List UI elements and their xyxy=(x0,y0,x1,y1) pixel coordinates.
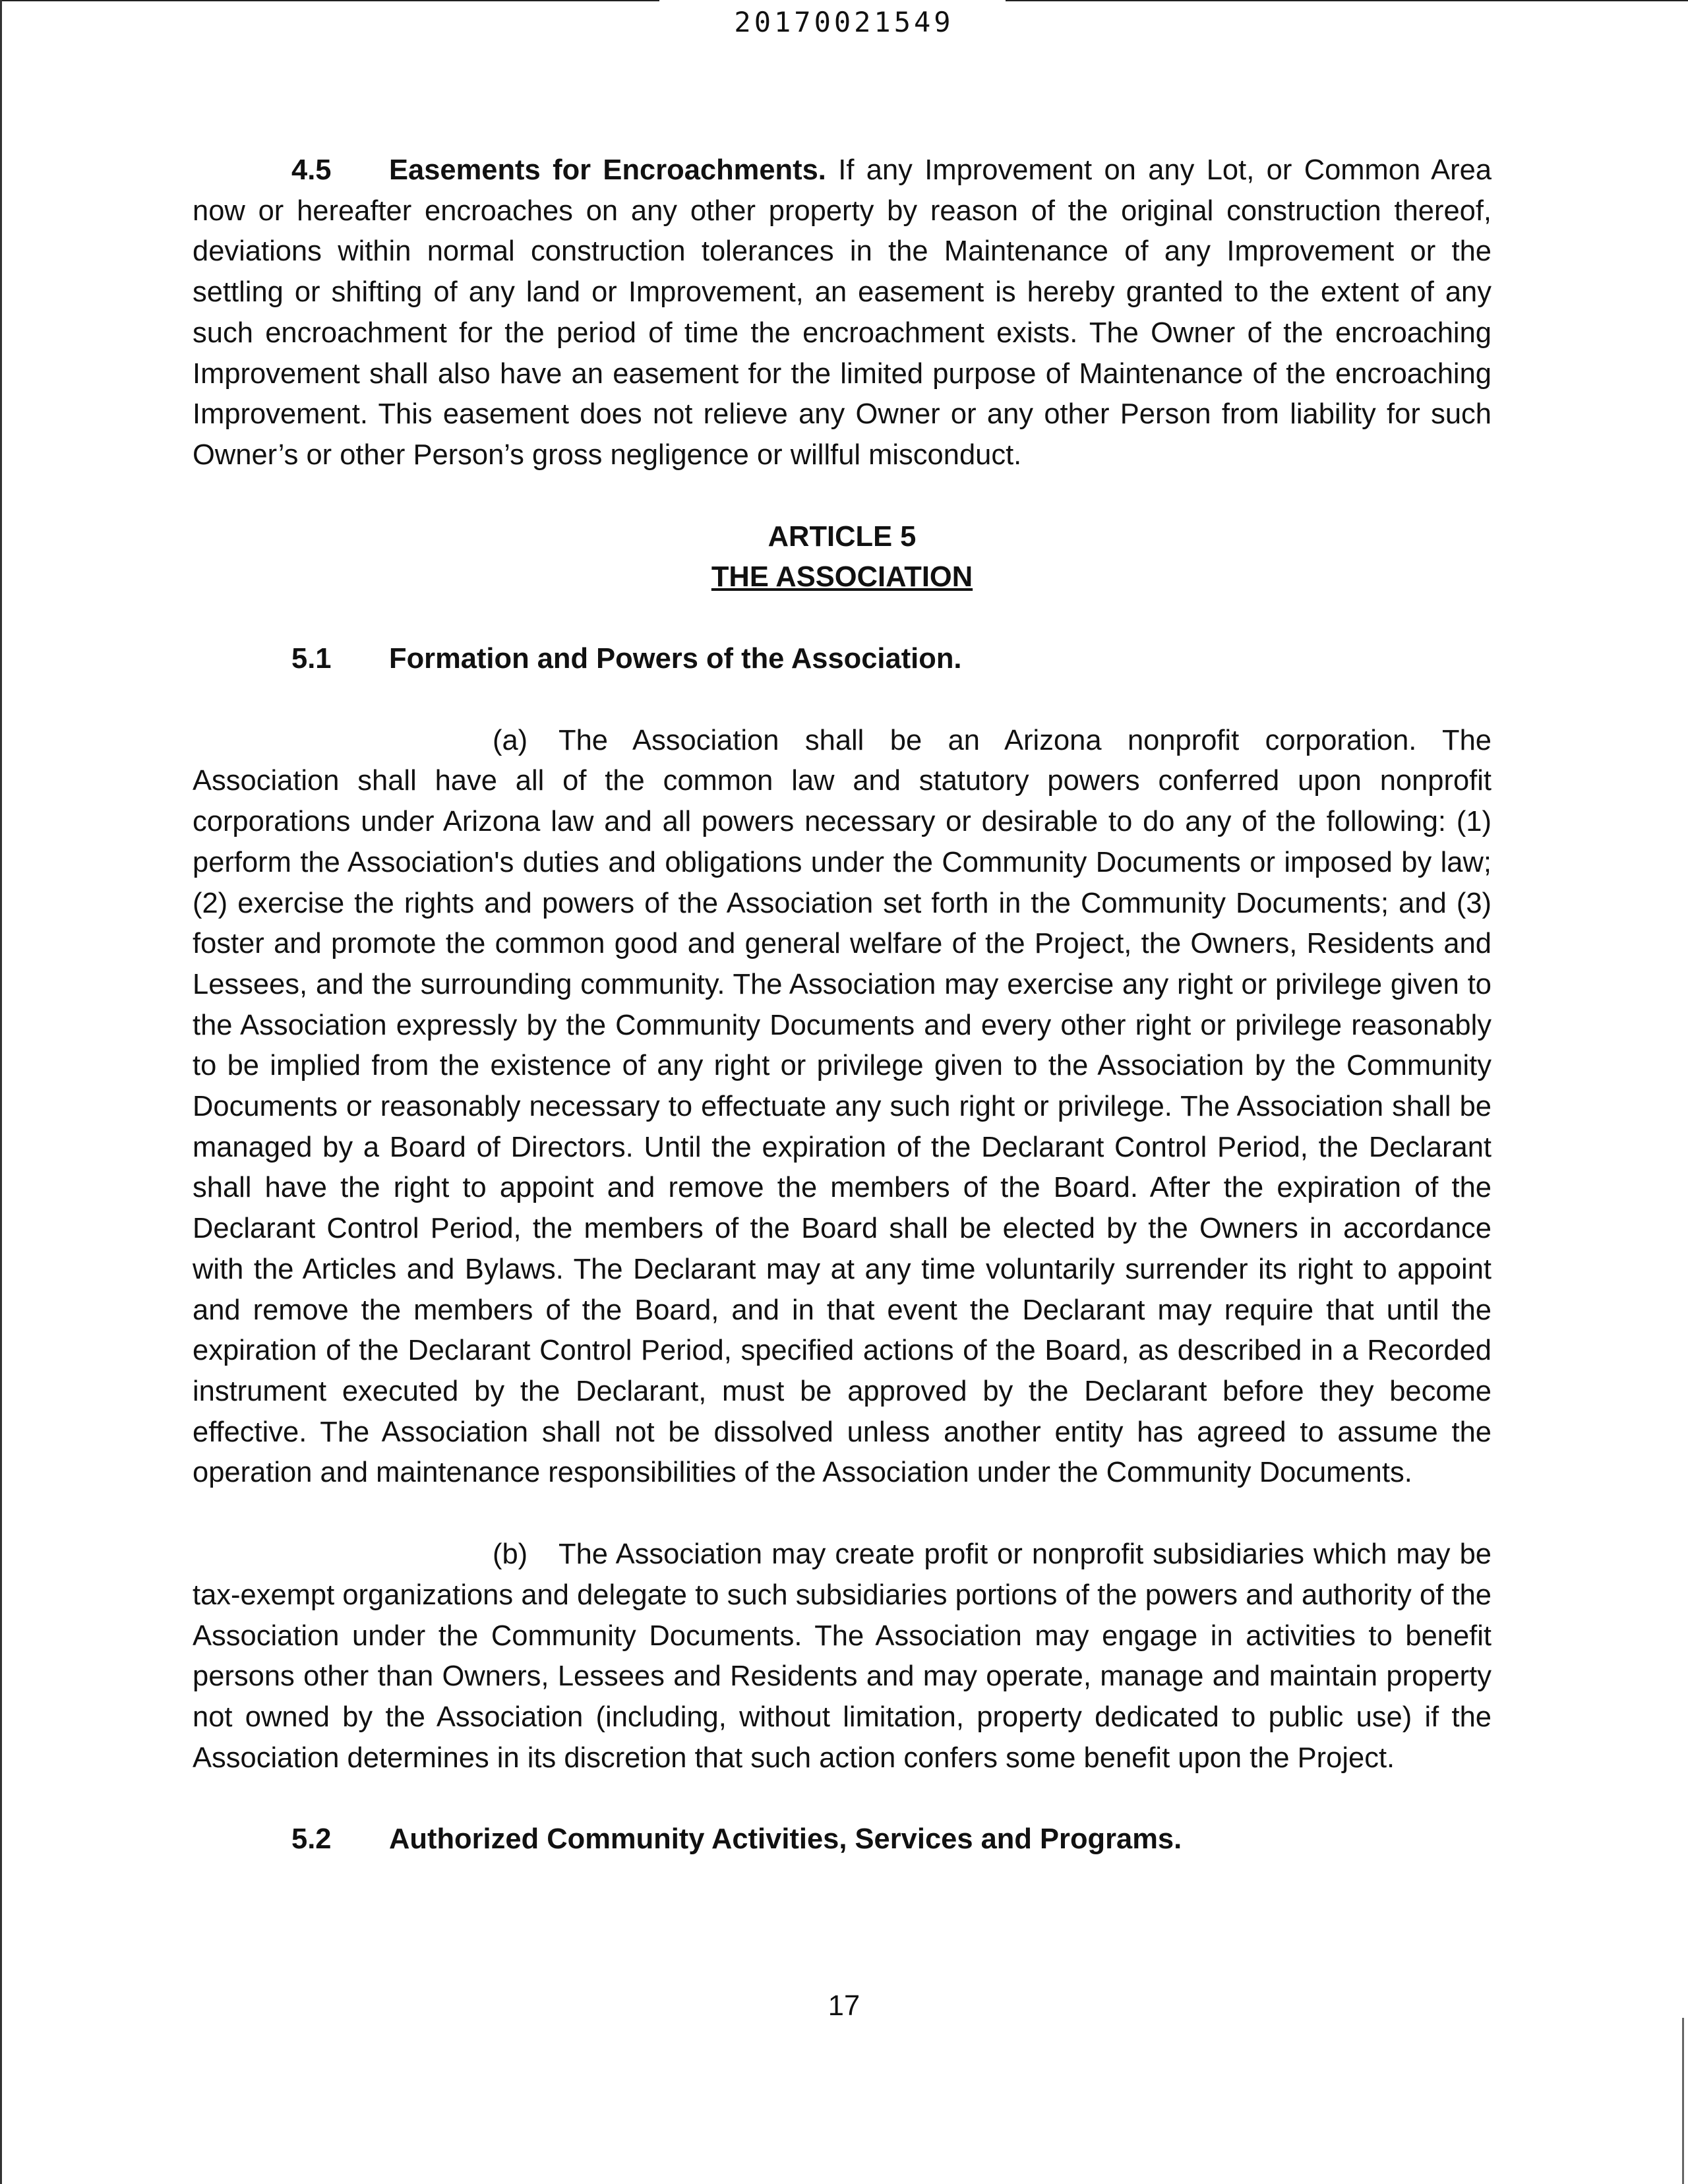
page-number: 17 xyxy=(828,1990,860,2022)
section-body: If any Improvement on any Lot, or Common Area now or hereafter encroaches on any other property by reason of the original construction thereof, deviations within normal construction tolerances in the Maintenance of any Improvement or the settling or shifting of any land or Improvement, an easement is hereby granted to the extent of any such encroachment for the period of time the encroachment exists. The Owner of the encroaching Improvement shall also have an easement for the limited purpose of Maintenance of the encroaching Improvement. This easement does not relieve any Owner or any other Person from liability for such Owner’s or other Person’s gross negligence or willful misconduct. xyxy=(193,154,1492,471)
paragraph-a xyxy=(193,721,1492,1494)
section-title: Formation and Powers of the Association. xyxy=(389,643,962,675)
article-title xyxy=(193,557,1492,598)
article-label: ARTICLE 5 xyxy=(768,520,917,553)
section-5-1-heading xyxy=(193,639,1492,680)
section-5-2-heading xyxy=(193,1819,1492,1860)
paragraph-label: (a) xyxy=(493,724,528,756)
section-number: 4.5 xyxy=(291,154,332,186)
section-number: 5.1 xyxy=(291,643,332,675)
header-rule-left xyxy=(0,0,659,1)
section-title: Authorized Community Activities, Services and Programs. xyxy=(389,1823,1182,1856)
document-body xyxy=(193,150,1492,1860)
paragraph-b xyxy=(193,1534,1492,1778)
paragraph-text: The Association may create profit or nonprofit subsidiaries which may be tax-exempt organizations and delegate to such subsidiaries portions of the powers and authority of the Association under the Community Documents. The Association may engage in activities to benefit persons other than Owners, Lessees and Residents and may operate, manage and maintain property not owned by the Association (including, without limitation, property dedicated to public use) if the Association determines in its discretion that such action confers some benefit upon the Project. xyxy=(193,1538,1492,1774)
section-number: 5.2 xyxy=(291,1823,332,1856)
scan-edge-right xyxy=(1682,2018,1684,2184)
paragraph-text: The Association shall be an Arizona nonprofit corporation. The Association shall have all of the common law and statutory powers conferred upon nonprofit corporations under Arizona law and all powers necessary or desirable to do any of the following: (1) perform the Association's duties and obligations under the Community Documents or imposed by law; (2) exercise the rights and powers of the Association set forth in the Community Documents; and (3) foster and promote the common good and general welfare of the Project, the Owners, Residents and Lessees, and the surrounding community. The Association may exercise any right or privilege given to the Association expressly by the Community Documents and every other right or privilege reasonably to be implied from the existence of any right or privilege given to the Association by the Community Documents or reasonably necessary to effectuate any such right or privilege. The Association shall be managed by a Board of Directors. Until the expiration of the Declarant Control Period, the Declarant shall have the right to appoint and remove the members of the Board. After the expiration of the Declarant Control Period, the members of the Board shall be elected by the Owners in accordance with the Articles and Bylaws. The Declarant may at any time voluntarily surrender its right to appoint and remove the members of the Board, and in that event the Declarant may require that until the expiration of the Declarant Control Period, specified actions of the Board, as described in a Recorded instrument executed by the Declarant, must be approved by the Declarant before they become effective. The Association shall not be dissolved unless another entity has agreed to assume the operation and maintenance responsibilities of the Association under the Community Documents. xyxy=(193,724,1492,1489)
section-title: Easements for Encroachments. xyxy=(389,154,826,186)
scan-edge-left xyxy=(0,0,2,2184)
paragraph-label: (b) xyxy=(493,1538,528,1571)
recording-number: 20170021549 xyxy=(734,6,954,38)
header-rule-right xyxy=(1006,0,1688,1)
article-title-text: THE ASSOCIATION xyxy=(711,561,973,593)
section-4-5 xyxy=(193,150,1492,476)
